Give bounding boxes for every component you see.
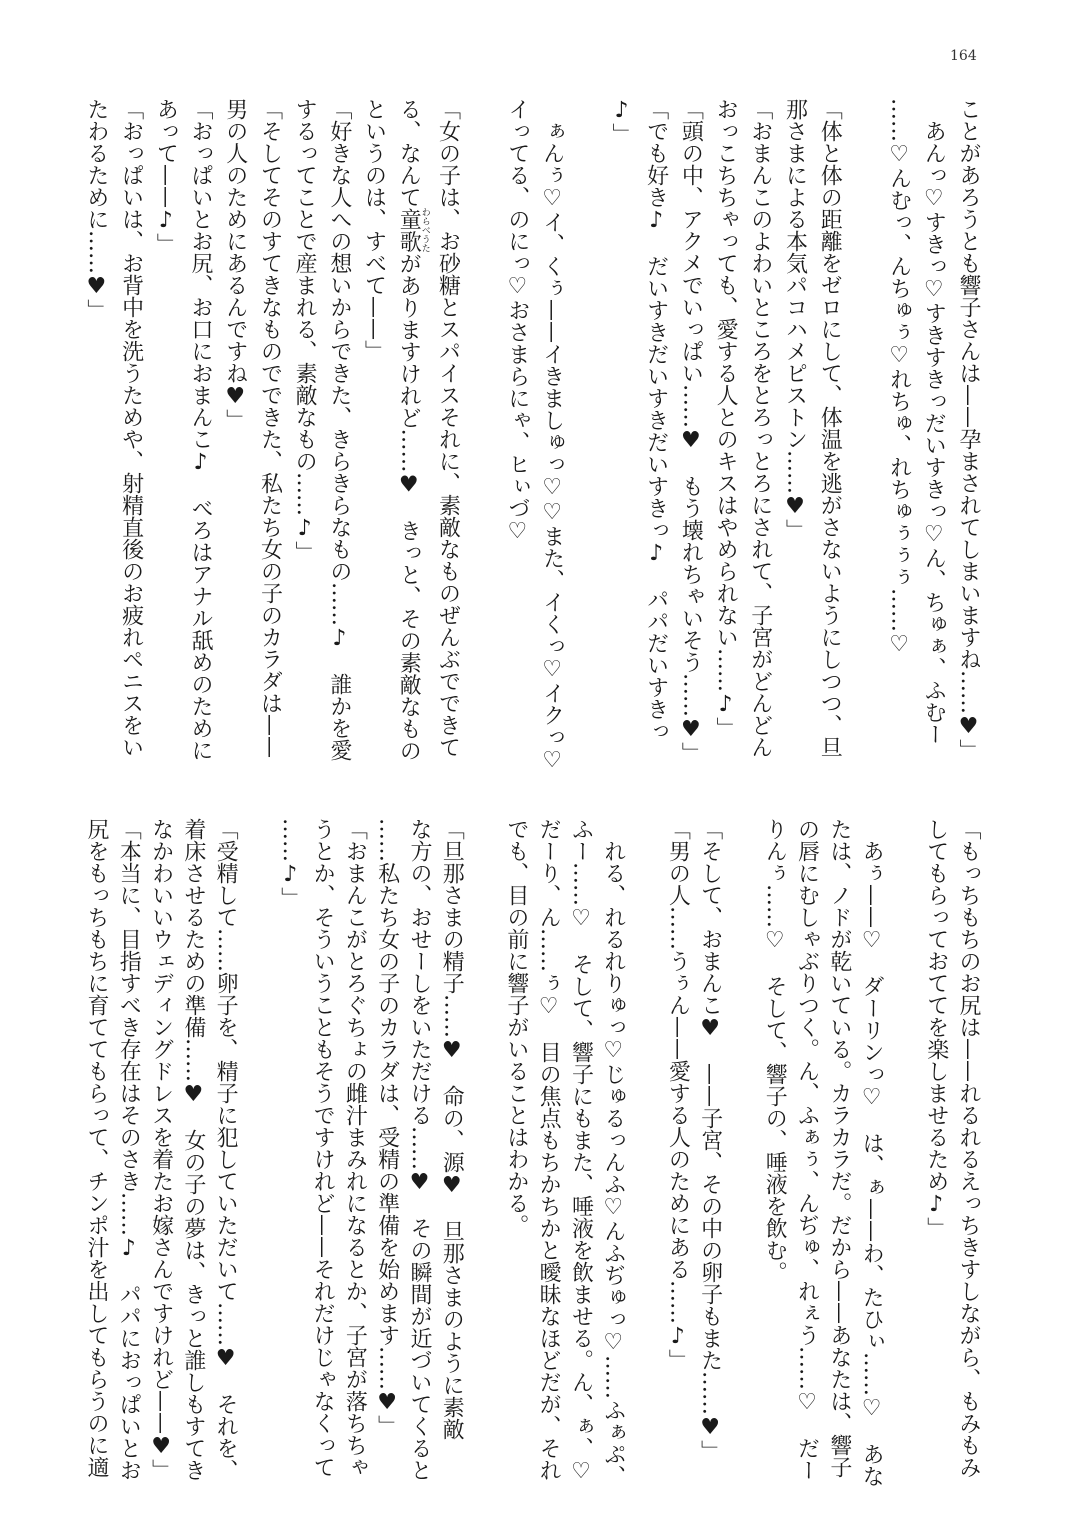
text-line: 「受精して……卵子を、精子に犯していただいて……♥ それを、: [213, 818, 239, 1481]
text-line: [846, 98, 881, 768]
text-line: 「好きな人への想いからできた、きらきらなもの……♪ 誰かを愛: [326, 98, 352, 761]
text-line: な方の、おせーしをいただける……♥ その瞬間が近づいてくると: [406, 818, 432, 1481]
text-line: ……♡んむっ、んちゅぅ♡れちゅ、れちゅぅぅぅ……♡: [886, 98, 912, 657]
text-line: 「体と体の距離をゼロにして、体温を逃がさないようにしつつ、旦: [817, 98, 843, 758]
text-line: の唇にむしゃぶりつく。ん、ふぁぅ、んぢゅ、れぇう……♡ だー: [794, 818, 820, 1481]
text-line: [464, 98, 499, 768]
text-line: れる、れるれりゅっ♡じゅるっんふ♡んふぢゅっ♡……ふぁぷ、: [600, 818, 626, 1487]
text-line: なかわいいウェディングドレスを着たお嫁さんですけれど——♥」: [148, 818, 174, 1481]
text-line: [887, 818, 919, 1488]
text-segment: がありますけれど……♥ きっと、その素敵なもの: [396, 252, 422, 762]
text-line: 「でも好き♪ だいすきだいすきだいすきっ♪ パパだいすきっ: [643, 98, 669, 742]
text-line: でも、目の前に響子がいることはわかる。: [503, 818, 529, 1236]
text-block-top: [78, 98, 985, 773]
text-line: [467, 818, 499, 1488]
text-line: 「頭の中、アクメでいっぱい……♥ もう壊れちゃいそう……♥」: [678, 98, 704, 764]
text-line: りんぅ……♡ そして、響子の、唾液を飲む。: [762, 818, 788, 1283]
text-line: 「おっぱいとお尻、お口におまんこ♪ べろはアナル舐めのために: [188, 98, 214, 761]
text-line: 「そしてそのすてきなものでできた、私たち女の子のカラダは——: [257, 98, 283, 758]
text-line: 「旦那さまの精子……♥ 命の、源♥ 旦那さまのように素敵: [439, 818, 465, 1440]
text-line: 着床させるための準備……♥ 女の子の夢は、きっと誰しもすてき: [180, 818, 206, 1481]
text-line: 「おまんこがとろぐちょの雌汁まみれになるとか、子宮が落ちちゃ: [342, 818, 368, 1478]
text-line: あって——♪」: [153, 98, 179, 255]
ruby-annotation: [396, 207, 430, 253]
text-line: 「おっぱいは、お背中を洗うためや、射精直後のお疲れペニスをい: [118, 98, 144, 758]
text-line: 「女の子は、お砂糖とスパイスそれに、素敵なものぜんぶでできて: [435, 98, 461, 758]
text-line: というのは、すべて——」: [361, 98, 387, 362]
text-line: [391, 98, 430, 768]
text-line: [241, 818, 273, 1488]
text-line: あんっ♡すきっ♡すきすきっだいすきっ♡ん、ちゅぁ、ふむー: [921, 98, 947, 745]
text-line: ……♪」: [277, 818, 303, 909]
text-line: するってことで産まれる、素敵なもの……♪」: [292, 98, 318, 563]
text-block-bottom: [80, 818, 984, 1488]
text-line: 「もっちもちのお尻は——れるれるえっちきすしながら、もみもみ: [956, 818, 981, 1478]
text-line: おっこちちゃっても、愛する人とのキスはやめられない……♪」: [713, 98, 739, 739]
text-line: ♪」: [608, 98, 634, 145]
text-line: あぅ——♡ ダーリンっ♡ は、ぁ——わ、たひぃ……♡ あな: [859, 818, 885, 1487]
text-line: 「男の人……うぅん——愛する人のためにある……♪」: [665, 818, 691, 1371]
ruby-text: わらべうた: [419, 207, 430, 253]
text-line: 男の人のためにあるんですね♥」: [222, 98, 248, 431]
text-line: ふー……♡ そして、響子にもまた、唾液を飲ませる。ん、ぁ、♡: [568, 818, 594, 1484]
text-line: ……私たち女の子のカラダは、受精の準備を始めます……♥」: [374, 818, 400, 1437]
text-line: うとか、そういうこともそうですけれど——それだけじゃなくって: [310, 818, 336, 1478]
text-line: 「本当に、目指すべき存在はそのさき……♪ パパにおっぱいとお: [116, 818, 142, 1481]
text-line: 尻をもっちもちに育ててもらって、チンポ汁を出してもらうのに適: [83, 818, 109, 1478]
text-line: たは、ノドが乾いている。カラカラだ。だから——あなたは、響子: [826, 818, 852, 1478]
text-line: してもらっておててを楽しませるため♪」: [923, 818, 949, 1239]
text-line: [569, 98, 604, 768]
ruby-base: 童歌: [396, 207, 422, 253]
text-line: だーり、ん……ぅ♡ 目の焦点もちかちかと曖昧なほどだが、それ: [536, 818, 562, 1481]
text-line: [629, 818, 661, 1488]
text-line: [726, 818, 758, 1488]
text-line: 「そして、おまんこ♥ ——子宮、その中の卵子もまた……♥」: [697, 818, 723, 1462]
text-line: ぁんぅ♡イ、くぅ——イきましゅっ♡♡また、イくっ♡イクっ♡: [539, 98, 565, 773]
text-line: 那さまによる本気パコハメピストン……♥」: [782, 98, 808, 541]
page-number: 164: [950, 48, 977, 64]
text-line: イってる、のにっ♡おさまらにゃ、ヒぃづ♡: [504, 98, 530, 544]
text-line: たわるために……♥」: [83, 98, 109, 321]
text-line: 「おまんこのよわいところをとろっとろにされて、子宮がどんどん: [747, 98, 773, 758]
text-line: ことがあろうとも響子さんは——孕まされてしまいますね……♥」: [956, 98, 981, 761]
text-segment: る、なんて: [396, 98, 422, 208]
